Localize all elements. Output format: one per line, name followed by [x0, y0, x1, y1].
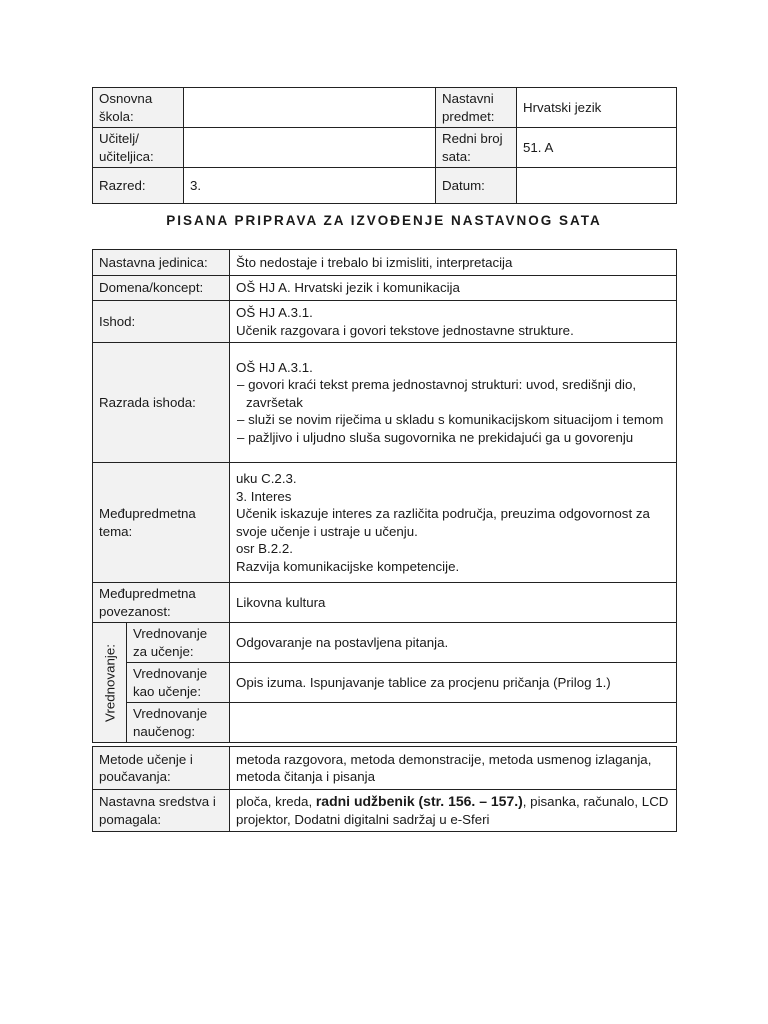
school-value	[184, 88, 436, 128]
evaluation-group	[93, 623, 127, 743]
lesson-number-value: 51. A	[517, 128, 677, 168]
cross-topic-line: Razvija komunikacijske kompetencije.	[236, 558, 460, 574]
grade-label: Razred:	[93, 168, 184, 204]
outcome-value	[230, 301, 677, 343]
cross-link-label: Međupredmetna povezanost:	[93, 583, 230, 623]
outcome-line: OŠ HJ A.3.1.	[236, 305, 313, 320]
teacher-value	[184, 128, 436, 168]
cross-topic-line: osr B.2.2.	[236, 541, 293, 556]
grade-value: 3.	[184, 168, 436, 204]
eval-of-label: Vrednovanje naučenog:	[127, 703, 230, 743]
resources-text-rest: , pisanka, računalo, LCD projektor, Dodatni digitalni sadržaj u e-Sferi	[236, 794, 669, 827]
eval-as-value: Opis izuma. Ispunjavanje tablice za procjenu pričanja (Prilog 1.)	[230, 663, 677, 703]
resources-value	[230, 790, 677, 832]
outcome-line: Učenik razgovara i govori tekstove jednostavne strukture.	[236, 322, 574, 338]
document-title: PISANA PRIPRAVA ZA IZVOĐENJE NASTAVNOG SATA	[166, 213, 602, 228]
lesson-number-label: Redni broj sata:	[436, 128, 517, 168]
methods-label: Metode učenje i poučavanja:	[93, 747, 230, 790]
school-label: Osnovna škola:	[93, 88, 184, 128]
resources-textbook: radni udžbenik (str. 156. – 157.)	[315, 793, 523, 809]
eval-of-value	[230, 703, 677, 743]
domain-label: Domena/koncept:	[93, 276, 230, 301]
subject-label: Nastavni predmet:	[436, 88, 517, 128]
header-table	[92, 87, 677, 204]
cross-topic-line: uku C.2.3.	[236, 471, 297, 486]
cross-topic-label: Međupredmetna tema:	[93, 463, 230, 583]
evaluation-label: Vrednovanje:	[101, 643, 117, 722]
resources-text: ploča, kreda,	[236, 794, 316, 809]
elaboration-line: – govori kraći tekst prema jednostavnoj strukturi: uvod, središnji dio, završetak	[237, 377, 637, 410]
elaboration-line: – služi se novim riječima u skladu s komunikacijskom situacijom i temom	[237, 412, 664, 428]
eval-as-label: Vrednovanje kao učenje:	[127, 663, 230, 703]
methods-value: metoda razgovora, metoda demonstracije, metoda usmenog izlaganja, metoda čitanja i pisanja	[230, 747, 677, 790]
domain-value: OŠ HJ A. Hrvatski jezik i komunikacija	[230, 276, 677, 301]
elaboration-line: – pažljivo i uljudno sluša sugovornika ne prekidajući ga u govorenju	[237, 429, 634, 445]
eval-for-value: Odgovaranje na postavljena pitanja.	[230, 623, 677, 663]
subject-value: Hrvatski jezik	[517, 88, 677, 128]
resources-label: Nastavna sredstva i pomagala:	[93, 790, 230, 832]
teacher-label: Učitelj/ učiteljica:	[93, 128, 184, 168]
cross-topic-line: Učenik iskazuje interes za različita područja, preuzima odgovornost za svoje učenje i ustraje u učenju.	[236, 506, 650, 539]
date-label: Datum:	[436, 168, 517, 204]
eval-for-label: Vrednovanje za učenje:	[127, 623, 230, 663]
unit-value: Što nedostaje i trebalo bi izmisliti, interpretacija	[230, 250, 677, 276]
cross-topic-line: 3. Interes	[236, 488, 292, 504]
elaboration-value	[230, 343, 677, 463]
cross-topic-value	[230, 463, 677, 583]
date-value	[517, 168, 677, 204]
elaboration-line: OŠ HJ A.3.1.	[236, 359, 313, 375]
unit-label: Nastavna jedinica:	[93, 250, 230, 276]
plan-table	[92, 249, 677, 743]
outcome-label: Ishod:	[93, 301, 230, 343]
elaboration-label: Razrada ishoda:	[93, 343, 230, 463]
methods-table	[92, 746, 677, 832]
cross-link-value: Likovna kultura	[230, 583, 677, 623]
